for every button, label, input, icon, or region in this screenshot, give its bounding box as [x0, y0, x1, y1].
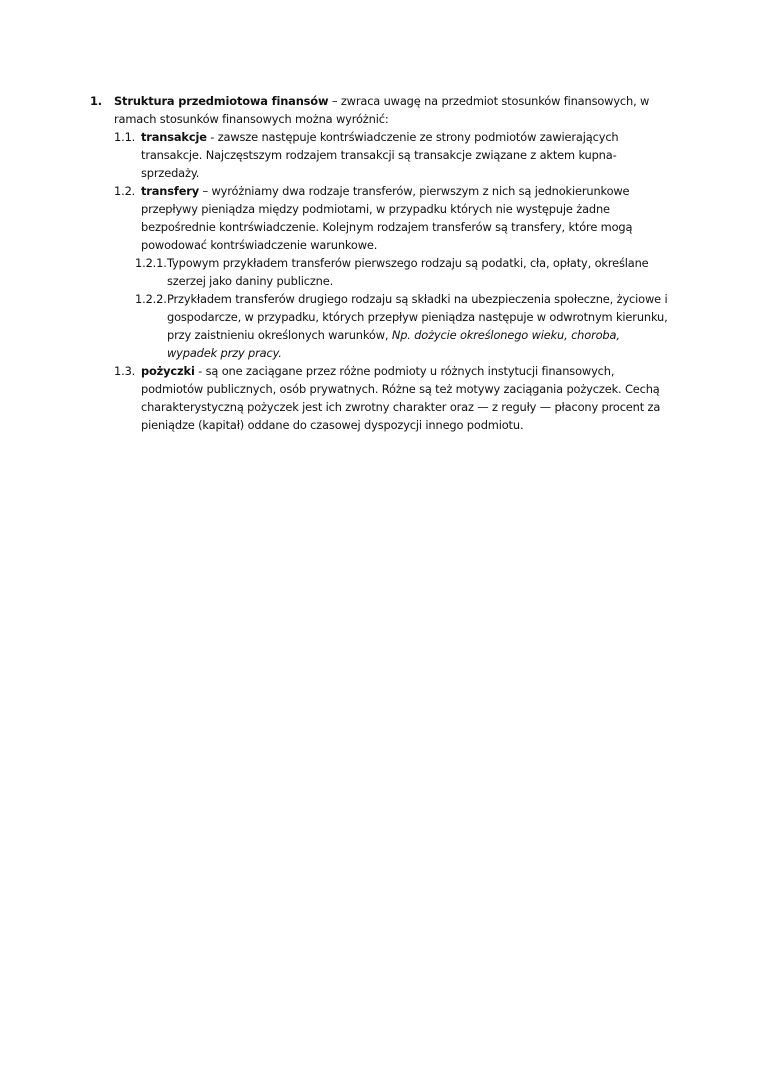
document-body — [90, 92, 670, 434]
section-1-paragraph — [114, 92, 670, 128]
item-1-2 — [90, 182, 670, 254]
item-1-2-text: – wyróżniamy dwa rodzaje transferów, pierwszym z nich są jednokierunkowe przepływy pieniądza między podmiotami, w przypadku których nie występuje żadne bezpośrednie kontrświadczenie. Kolejnym rodzajem transferów są transfery, które mogą powodować kontrświadczenie warunkowe. — [141, 184, 633, 252]
section-1-text: – zwraca uwagę na przedmiot stosunków finansowych, w ramach stosunków finansowych można wyróżnić: — [114, 94, 650, 126]
item-1-3-paragraph — [141, 362, 670, 434]
item-1-2-2-italic-example: Np. dożycie określonego wieku, choroba, wypadek przy pracy. — [167, 328, 620, 360]
item-1-1-paragraph — [141, 128, 670, 182]
item-1-3-text: - są one zaciągane przez różne podmioty u różnych instytucji finansowych, podmiotów publicznych, osób prywatnych. Różne są też motywy zaciągania pożyczek. Cechą charakterystyczną pożyczek jest ich zwrotny charakter oraz — z reguły — płacony procent za pieniądze (kapitał) oddane do czasowej dyspozycji innego podmiotu. — [141, 364, 661, 432]
item-1-1-number: 1.1. — [114, 130, 136, 144]
item-1-2-2-paragraph — [167, 290, 670, 362]
item-1-2-1-number: 1.2.1. — [135, 256, 167, 270]
item-1-2-2-text: Przykładem transferów drugiego rodzaju są składki na ubezpieczenia społeczne, życiowe i gospodarcze, w przypadku, których przepływ pieniądza następuje w odwrotnym kierunku, przy zaistnieniu określonych warunków, — [167, 292, 668, 342]
item-1-2-paragraph — [141, 182, 670, 254]
item-1-2-number: 1.2. — [114, 184, 136, 198]
section-1 — [90, 92, 670, 128]
item-1-1-term: transakcje — [141, 130, 207, 144]
item-1-2-term: transfery — [141, 184, 200, 198]
item-1-3-number: 1.3. — [114, 364, 136, 378]
item-1-1 — [90, 128, 670, 182]
item-1-3 — [90, 362, 670, 434]
item-1-2-1-text: Typowym przykładem transferów pierwszego rodzaju są podatki, cła, opłaty, określane szerzej jako daniny publiczne. — [167, 256, 649, 288]
section-1-number: 1. — [90, 94, 102, 108]
item-1-2-1 — [90, 254, 670, 290]
item-1-2-2 — [90, 290, 670, 362]
section-1-title: Struktura przedmiotowa finansów — [114, 94, 329, 108]
item-1-3-term: pożyczki — [141, 364, 195, 378]
item-1-2-2-number: 1.2.2. — [135, 292, 167, 306]
item-1-1-text: - zawsze następuje kontrświadczenie ze strony podmiotów zawierających transakcje. Najczęstszym rodzajem transakcji są transakcje związane z aktem kupna-sprzedaży. — [141, 130, 619, 180]
